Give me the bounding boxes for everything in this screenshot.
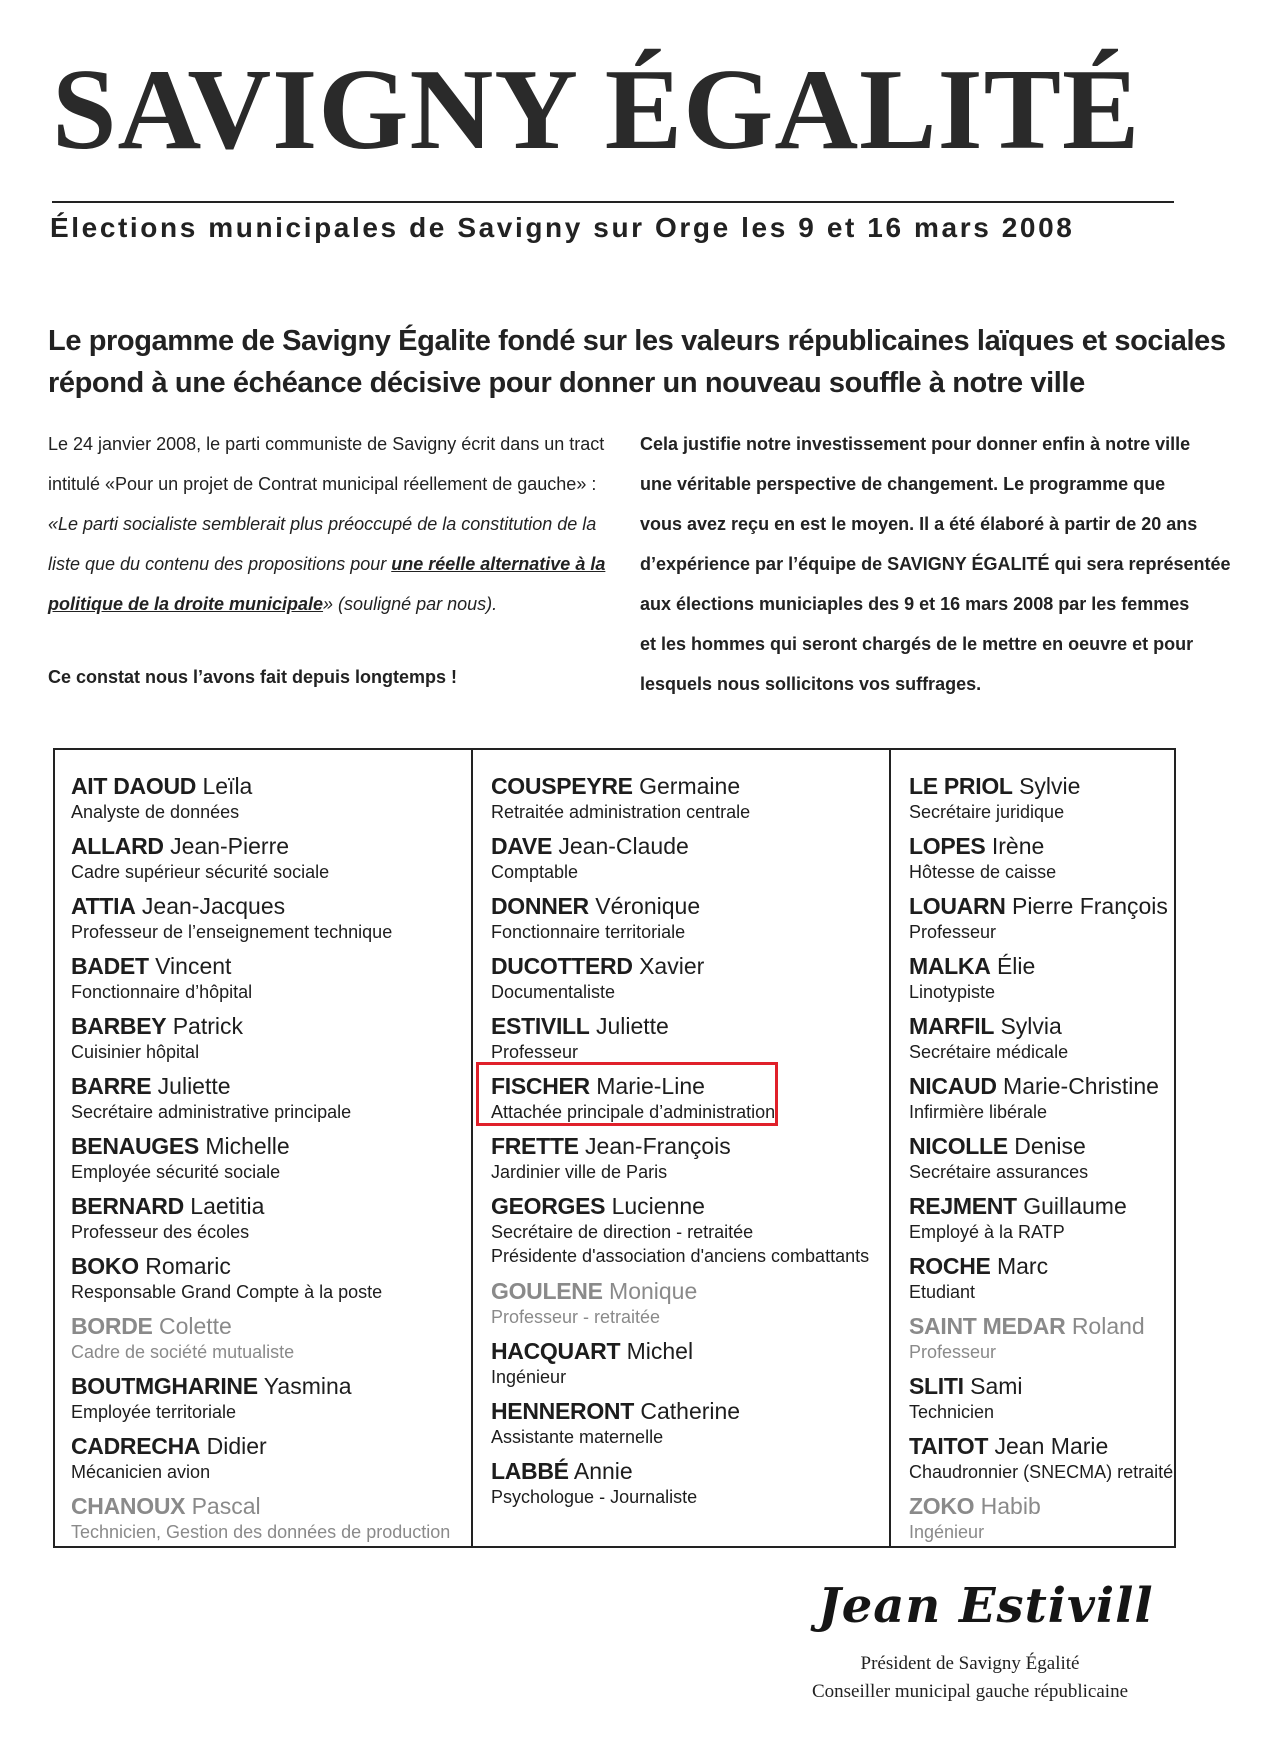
candidate-name — [491, 1337, 889, 1365]
signature-title-1: Président de Savigny Égalité — [860, 1653, 1080, 1674]
candidate-first-name: Pascal — [191, 1493, 261, 1519]
candidate-surname: ALLARD — [71, 833, 164, 859]
candidate-occupation: Professeur de l’enseignement technique — [71, 922, 393, 942]
intro-line-2: intitulé «Pour un projet de Contrat municipal réellement de gauche» : — [48, 474, 597, 494]
candidate-first-name: Colette — [158, 1313, 232, 1339]
candidate-occupation: Fonctionnaire d’hôpital — [71, 982, 253, 1002]
signature-caption — [760, 1650, 1180, 1706]
candidate-name — [491, 1457, 889, 1485]
candidate-occupation: Retraitée administration centrale — [491, 802, 751, 822]
candidate-entry — [71, 1252, 471, 1312]
candidate-first-name: Leïla — [202, 773, 253, 799]
candidate-occupation: Professeur - retraitée — [491, 1307, 661, 1327]
candidate-name — [71, 1132, 471, 1160]
candidate-occupation: Technicien — [909, 1402, 995, 1422]
candidate-name — [71, 1312, 471, 1340]
candidate-surname: NICAUD — [909, 1073, 997, 1099]
candidate-occupation: Employée sécurité sociale — [71, 1162, 281, 1182]
candidate-name — [909, 772, 1174, 800]
candidate-entry — [71, 1072, 471, 1132]
candidate-surname: NICOLLE — [909, 1133, 1008, 1159]
quote-underlined-2: politique de la droite municipale — [48, 594, 324, 614]
candidate-name — [909, 1432, 1174, 1460]
candidate-name — [909, 892, 1174, 920]
candidate-first-name: Jean-Jacques — [141, 893, 286, 919]
candidate-surname: BORDE — [71, 1313, 153, 1339]
candidate-occupation: Secrétaire administrative principale — [71, 1102, 352, 1122]
candidate-occupation: Hôtesse de caisse — [909, 862, 1057, 882]
candidate-entry — [909, 1072, 1174, 1132]
candidate-first-name: Laetitia — [190, 1193, 265, 1219]
justification-line: et les hommes qui seront chargés de le mettre en oeuvre et pour — [640, 634, 1194, 654]
candidate-first-name: Marie-Christine — [1003, 1073, 1159, 1099]
candidate-name — [71, 952, 471, 980]
candidate-occupation: Infirmière libérale — [909, 1102, 1048, 1122]
candidate-entry — [491, 772, 889, 832]
candidate-entry — [909, 1252, 1174, 1312]
candidate-first-name: Annie — [573, 1458, 633, 1484]
election-subtitle: Élections municipales de Savigny sur Orge les 9 et 16 mars 2008 — [50, 212, 1075, 243]
candidate-surname: BOKO — [71, 1253, 139, 1279]
candidate-name — [909, 1132, 1174, 1160]
candidate-surname: MARFIL — [909, 1013, 995, 1039]
candidate-first-name: Denise — [1014, 1133, 1086, 1159]
candidate-surname: LOUARN — [909, 893, 1006, 919]
candidate-first-name: Yasmina — [263, 1373, 352, 1399]
candidate-occupation: Cadre de société mutualiste — [71, 1342, 295, 1362]
candidate-surname: TAITOT — [909, 1433, 989, 1459]
signature: Jean Estivill — [818, 1578, 1154, 1634]
candidate-entry — [909, 832, 1174, 892]
candidate-first-name: Élie — [996, 953, 1036, 979]
candidate-name — [71, 1252, 471, 1280]
candidate-occupation: Documentaliste — [491, 982, 616, 1002]
candidate-occupation: Assistante maternelle — [491, 1427, 664, 1447]
candidate-name — [491, 1277, 889, 1305]
candidate-name — [909, 1492, 1174, 1520]
candidate-name — [71, 1192, 471, 1220]
candidate-occupation: Secrétaire médicale — [909, 1042, 1069, 1062]
candidate-surname: ROCHE — [909, 1253, 991, 1279]
candidate-entry — [71, 1492, 471, 1552]
candidate-name — [909, 952, 1174, 980]
candidate-first-name: Didier — [206, 1433, 267, 1459]
candidate-occupation: Ingénieur — [909, 1522, 985, 1542]
candidate-occupation: Analyste de données — [71, 802, 240, 822]
quote-line-3 — [48, 584, 603, 624]
candidate-name — [71, 892, 471, 920]
candidate-surname: FISCHER — [491, 1073, 590, 1099]
candidate-entry — [909, 1492, 1174, 1552]
candidate-entry — [491, 1192, 889, 1277]
candidate-occupation: Fonctionnaire territoriale — [491, 922, 686, 942]
candidate-occupation-extra: Présidente d'association d'anciens combattants — [491, 1246, 870, 1266]
candidate-surname: REJMENT — [909, 1193, 1017, 1219]
candidate-first-name: Sylvia — [1000, 1013, 1062, 1039]
candidate-surname: ATTIA — [71, 893, 136, 919]
candidate-occupation: Linotypiste — [909, 982, 996, 1002]
candidate-entry — [71, 1432, 471, 1492]
candidate-name — [491, 772, 889, 800]
justification-line: vous avez reçu en est le moyen. Il a été élaboré à partir de 20 ans — [640, 514, 1198, 534]
candidate-name — [491, 832, 889, 860]
candidate-name — [909, 1312, 1174, 1340]
quote-end: » (souligné par nous). — [323, 594, 498, 614]
candidate-first-name: Véronique — [595, 893, 701, 919]
candidate-surname: BERNARD — [71, 1193, 184, 1219]
candidate-list — [53, 748, 1176, 1548]
candidate-name — [71, 1492, 471, 1520]
candidate-occupation: Employée territoriale — [71, 1402, 237, 1422]
candidate-occupation: Responsable Grand Compte à la poste — [71, 1282, 383, 1302]
candidate-entry — [71, 1192, 471, 1252]
headline-line-1: Le progamme de Savigny Égalite fondé sur les valeurs républicaines laïques et sociales — [48, 325, 1226, 357]
candidate-surname: SAINT MEDAR — [909, 1313, 1066, 1339]
candidate-first-name: Juliette — [157, 1073, 231, 1099]
candidate-name — [909, 1192, 1174, 1220]
candidate-surname: DUCOTTERD — [491, 953, 633, 979]
candidate-occupation: Jardinier ville de Paris — [491, 1162, 668, 1182]
candidate-first-name: Juliette — [595, 1013, 669, 1039]
candidate-surname: BARRE — [71, 1073, 152, 1099]
candidate-first-name: Roland — [1071, 1313, 1145, 1339]
candidate-name — [71, 1072, 471, 1100]
candidate-entry — [71, 1372, 471, 1432]
justification-line: aux élections municiaples des 9 et 16 mars 2008 par les femmes — [640, 594, 1190, 614]
candidate-name — [491, 1012, 889, 1040]
candidate-surname: DONNER — [491, 893, 589, 919]
candidate-entry — [909, 1432, 1174, 1492]
header-rule — [52, 201, 1174, 203]
quote-underlined-1: une réelle alternative à la — [391, 554, 606, 574]
candidate-entry — [491, 1397, 889, 1457]
candidate-occupation: Secrétaire de direction - retraitée — [491, 1222, 754, 1242]
candidate-surname: DAVE — [491, 833, 552, 859]
candidate-surname: FRETTE — [491, 1133, 579, 1159]
justification-line: lesquels nous sollicitons vos suffrages. — [640, 674, 982, 694]
candidate-name — [71, 1432, 471, 1460]
candidate-entry — [491, 1457, 889, 1517]
candidate-entry — [491, 1277, 889, 1337]
candidate-occupation: Employé à la RATP — [909, 1222, 1065, 1242]
justification-line: d’expérience par l’équipe de SAVIGNY ÉGALITÉ qui sera représentée — [640, 554, 1231, 574]
candidate-surname: GOULENE — [491, 1278, 603, 1304]
candidate-first-name: Habib — [980, 1493, 1041, 1519]
candidate-first-name: Michelle — [205, 1133, 290, 1159]
candidate-entry — [71, 1132, 471, 1192]
candidate-name — [909, 1072, 1174, 1100]
candidate-occupation: Professeur des écoles — [71, 1222, 250, 1242]
intro-left-column — [48, 424, 606, 697]
candidate-surname: HENNERONT — [491, 1398, 634, 1424]
candidate-surname: MALKA — [909, 953, 991, 979]
candidate-first-name: Irène — [991, 833, 1045, 859]
candidate-name — [909, 1252, 1174, 1280]
candidate-entry — [909, 772, 1174, 832]
candidate-surname: LE PRIOL — [909, 773, 1013, 799]
candidate-entry — [71, 892, 471, 952]
candidate-first-name: Vincent — [155, 953, 232, 979]
candidate-column-2 — [473, 750, 891, 1546]
candidate-occupation: Ingénieur — [491, 1367, 567, 1387]
candidate-name — [491, 1192, 889, 1220]
candidate-surname: BENAUGES — [71, 1133, 199, 1159]
candidate-first-name: Guillaume — [1023, 1193, 1127, 1219]
candidate-occupation: Cadre supérieur sécurité sociale — [71, 862, 330, 882]
candidate-entry — [71, 772, 471, 832]
candidate-first-name: Lucienne — [611, 1193, 705, 1219]
conclusion: Ce constat nous l’avons fait depuis longtemps ! — [48, 667, 458, 687]
headline-line-2: répond à une échéance décisive pour donner un nouveau souffle à notre ville — [48, 367, 1085, 399]
candidate-entry — [491, 1337, 889, 1397]
candidate-occupation: Professeur — [909, 922, 997, 942]
intro-line-1: Le 24 janvier 2008, le parti communiste de Savigny écrit dans un tract — [48, 434, 605, 454]
candidate-first-name: Xavier — [639, 953, 705, 979]
candidate-occupation: Psychologue - Journaliste — [491, 1487, 698, 1507]
candidate-first-name: Michel — [626, 1338, 694, 1364]
candidate-occupation: Etudiant — [909, 1282, 976, 1302]
candidate-entry — [71, 832, 471, 892]
candidate-name — [71, 772, 471, 800]
candidate-surname: ZOKO — [909, 1493, 975, 1519]
candidate-entry — [491, 892, 889, 952]
candidate-first-name: Catherine — [640, 1398, 741, 1424]
justification-line: Cela justifie notre investissement pour donner enfin à notre ville — [640, 434, 1191, 454]
candidate-occupation: Secrétaire juridique — [909, 802, 1065, 822]
candidate-first-name: Sylvie — [1019, 773, 1081, 799]
candidate-surname: BARBEY — [71, 1013, 167, 1039]
candidate-occupation: Professeur — [491, 1042, 579, 1062]
candidate-occupation: Technicien, Gestion des données de production — [71, 1522, 451, 1542]
quote-line-2 — [48, 544, 606, 584]
candidate-first-name: Marie-Line — [596, 1073, 705, 1099]
candidate-first-name: Romaric — [145, 1253, 231, 1279]
candidate-first-name: Monique — [609, 1278, 698, 1304]
candidate-first-name: Patrick — [172, 1013, 244, 1039]
candidate-entry — [909, 1012, 1174, 1072]
candidate-occupation: Secrétaire assurances — [909, 1162, 1089, 1182]
quote-line-1: «Le parti socialiste semblerait plus préoccupé de la constitution de la — [48, 514, 597, 534]
candidate-first-name: Marc — [996, 1253, 1049, 1279]
candidate-surname: COUSPEYRE — [491, 773, 633, 799]
candidate-occupation: Professeur — [909, 1342, 997, 1362]
candidate-entry — [909, 892, 1174, 952]
candidate-entry — [909, 1192, 1174, 1252]
candidate-surname: SLITI — [909, 1373, 964, 1399]
candidate-name — [71, 1372, 471, 1400]
candidate-column-3 — [891, 750, 1174, 1546]
candidate-column-1 — [55, 750, 473, 1546]
candidate-name — [491, 952, 889, 980]
candidate-entry — [71, 952, 471, 1012]
headline — [48, 320, 1226, 404]
candidate-surname: BADET — [71, 953, 149, 979]
candidate-first-name: Jean-Claude — [558, 833, 689, 859]
candidate-surname: HACQUART — [491, 1338, 621, 1364]
quote-text: liste que du contenu des propositions pour — [48, 554, 392, 574]
candidate-name — [491, 892, 889, 920]
candidate-surname: AIT DAOUD — [71, 773, 197, 799]
candidate-first-name: Sami — [970, 1373, 1023, 1399]
candidate-surname: LABBÉ — [491, 1458, 569, 1484]
candidate-entry — [71, 1012, 471, 1072]
candidate-first-name: Jean-François — [585, 1133, 731, 1159]
candidate-name — [71, 832, 471, 860]
candidate-entry — [909, 1372, 1174, 1432]
candidate-first-name: Germaine — [639, 773, 741, 799]
candidate-surname: ESTIVILL — [491, 1013, 590, 1039]
candidate-surname: GEORGES — [491, 1193, 606, 1219]
candidate-entry — [71, 1312, 471, 1372]
candidate-name — [909, 1012, 1174, 1040]
candidate-occupation: Cuisinier hôpital — [71, 1042, 200, 1062]
candidate-name — [909, 832, 1174, 860]
masthead-title: SAVIGNY ÉGALITÉ — [52, 46, 1141, 174]
candidate-name — [491, 1397, 889, 1425]
candidate-first-name: Pierre François — [1011, 893, 1168, 919]
justification-line: une véritable perspective de changement. Le programme que — [640, 474, 1166, 494]
intro-right-column — [640, 424, 1231, 704]
candidate-occupation: Chaudronnier (SNECMA) retraité — [909, 1462, 1174, 1482]
candidate-occupation: Mécanicien avion — [71, 1462, 211, 1482]
candidate-surname: CADRECHA — [71, 1433, 201, 1459]
candidate-entry — [909, 1132, 1174, 1192]
candidate-name — [909, 1372, 1174, 1400]
signature-title-2: Conseiller municipal gauche républicaine — [811, 1681, 1129, 1702]
candidate-surname: CHANOUX — [71, 1493, 186, 1519]
highlight-box — [476, 1062, 778, 1126]
candidate-occupation: Comptable — [491, 862, 579, 882]
candidate-entry — [909, 952, 1174, 1012]
candidate-entry — [491, 952, 889, 1012]
candidate-entry — [491, 1132, 889, 1192]
candidate-surname: BOUTMGHARINE — [71, 1373, 258, 1399]
candidate-first-name: Jean Marie — [994, 1433, 1109, 1459]
candidate-name — [491, 1132, 889, 1160]
candidate-surname: LOPES — [909, 833, 986, 859]
candidate-entry — [491, 832, 889, 892]
candidate-first-name: Jean-Pierre — [170, 833, 290, 859]
candidate-name — [71, 1012, 471, 1040]
candidate-entry — [909, 1312, 1174, 1372]
candidate-occupation: Attachée principale d’administration — [491, 1102, 776, 1122]
